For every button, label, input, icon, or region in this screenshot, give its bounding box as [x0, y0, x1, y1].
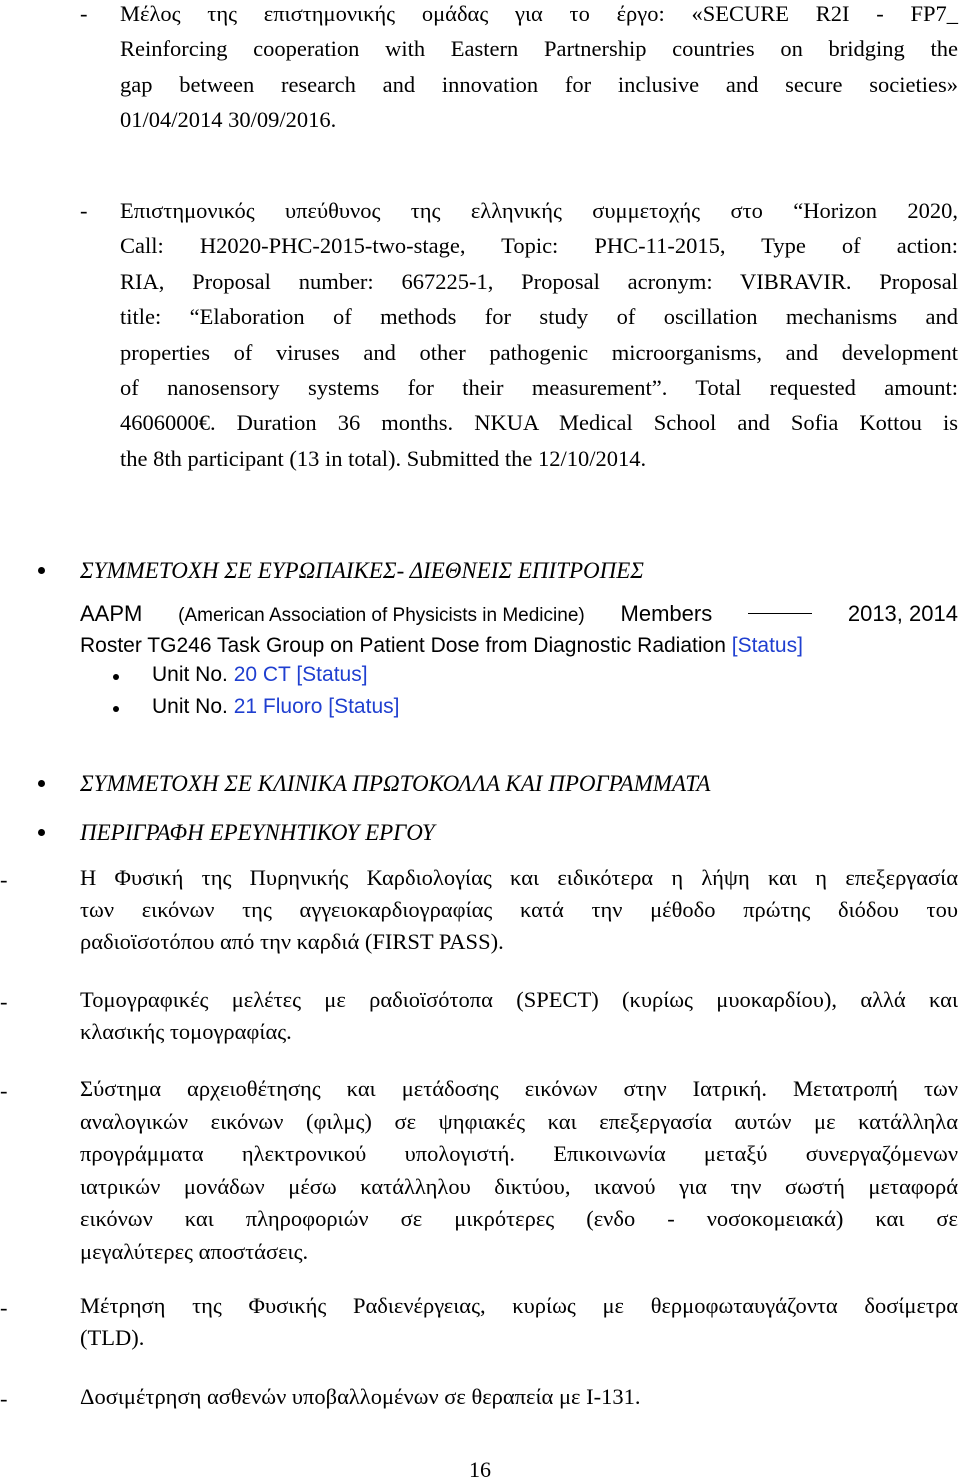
text-line: Η Φυσική της Πυρηνικής Καρδιολογίας και ειδικότερα η λήψη και η επεξεργασία	[80, 865, 958, 890]
list-dash: -	[0, 1295, 8, 1320]
research-item-secure-r2i	[120, 0, 958, 138]
text-line: ιατρικών μονάδων μέσω κατάλληλου δικτύου, ικανού για την σωστή μεταφορά	[80, 1173, 958, 1199]
list-dash: -	[0, 867, 8, 892]
text-line: 4606000€. Duration 36 months. NKUA Medical School and Sofia Kottou is	[120, 410, 958, 436]
page-number: 16	[469, 1457, 491, 1482]
text-line: εικόνων και πληροφοριών σε μικρότερες (ενδο - νοσοκομειακά) και σε	[80, 1206, 958, 1232]
text-line: of nanosensory systems for their measurement”. Total requested amount:	[120, 375, 958, 401]
text-line: Reinforcing cooperation with Eastern Partnership countries on bridging the	[120, 36, 958, 62]
list-dash: -	[80, 198, 88, 223]
section-heading-research-description: ΠΕΡΙΓΡΑΦΗ ΕΡΕΥΝΗΤΙΚΟΥ ΕΡΓΟΥ	[80, 820, 435, 845]
unit-20-ct	[152, 660, 368, 690]
aapm-line-2	[80, 631, 958, 661]
research-item-horizon-2020	[120, 193, 958, 476]
aapm-org: AAPM	[80, 601, 143, 626]
unit-prefix: Unit No.	[152, 695, 228, 718]
bullet-icon	[38, 780, 45, 787]
aapm-line-1	[80, 599, 958, 631]
bullet-icon	[38, 829, 45, 836]
aapm-membership	[80, 599, 958, 661]
unit-link[interactable]: 21 Fluoro [Status]	[233, 695, 400, 718]
text-line: Επιστημονικός υπεύθυνος της ελληνικής συμμετοχής στο “Horizon 2020,	[120, 198, 958, 223]
text-line: RIA, Proposal number: 667225-1, Proposal acronym: VIBRAVIR. Proposal	[120, 268, 958, 294]
aapm-org-fullname: (American Association of Physicists in Medicine)	[178, 605, 585, 626]
text-line: ραδιοϊσοτόπου από την καρδιά (FIRST PASS).	[80, 929, 504, 954]
text-line: μεγαλύτερες αποστάσεις.	[80, 1238, 309, 1264]
text-line: the 8th participant (13 in total). Submitted the 12/10/2014.	[120, 445, 647, 471]
em-dash-line	[748, 613, 812, 614]
text-line: Τομογραφικές μελέτες με ραδιοϊσότοπα (SPECT) (κυρίως μυοκαρδίου), αλλά και	[80, 987, 958, 1012]
text-line: κλασικής τομογραφίας.	[80, 1019, 292, 1044]
unit-21-fluoro	[152, 692, 399, 722]
text-line: properties of viruses and other pathogenic microorganisms, and development	[120, 339, 958, 365]
text-line: title: “Elaboration of methods for study of oscillation mechanisms and	[120, 304, 958, 330]
bullet-icon	[113, 706, 119, 712]
unit-link[interactable]: 20 CT [Status]	[233, 663, 368, 686]
text-line: των εικόνων της αγγειοκαρδιογραφίας κατά την μέθοδο πρώτης διόδου του	[80, 897, 958, 922]
unit-prefix: Unit No.	[152, 663, 228, 686]
text-line: αναλογικών εικόνων (φιλμς) σε ψηφιακές και επεξεργασία αυτών με κατάλληλα	[80, 1108, 958, 1134]
research-item-nuclear-cardiology	[80, 862, 958, 958]
text-line: Δοσιμέτρηση ασθενών υποβαλλομένων σε θεραπεία με I-131.	[80, 1384, 641, 1409]
status-link[interactable]: [Status]	[731, 634, 803, 657]
research-item-i131	[80, 1381, 958, 1413]
text-line: (TLD).	[80, 1325, 145, 1350]
text-line: Σύστημα αρχειοθέτησης και μετάδοσης εικόνων στην Ιατρική. Μετατροπή των	[80, 1076, 958, 1101]
section-heading-clinical-protocols: ΣΥΜΜΕΤΟΧΗ ΣΕ ΚΛΙΝΙΚΑ ΠΡΩΤΟΚΟΛΛΑ ΚΑΙ ΠΡΟΓΡΑΜΜΑΤΑ	[80, 771, 711, 796]
bullet-icon	[113, 674, 119, 680]
list-dash: -	[0, 1078, 8, 1103]
research-item-tld	[80, 1290, 958, 1354]
text-line: προγράμματα ηλεκτρονικού υπολογιστή. Επικοινωνία μεταξύ συνεργαζόμενων	[80, 1141, 958, 1167]
text-line: gap between research and innovation for inclusive and secure societies»	[120, 71, 958, 97]
section-heading-committees: ΣΥΜΜΕΤΟΧΗ ΣΕ ΕΥΡΩΠΑΙΚΕΣ- ΔΙΕΘΝΕΙΣ ΕΠΙΤΡΟΠΕΣ	[80, 558, 644, 583]
list-dash: -	[0, 1386, 8, 1411]
list-dash: -	[80, 1, 88, 26]
text-line: Μέτρηση της Φυσικής Ραδιενέργειας, κυρίως με θερμοφωταυγάζοντα δοσίμετρα	[80, 1293, 958, 1318]
aapm-task-group: Roster TG246 Task Group on Patient Dose from Diagnostic Radiation	[80, 634, 726, 657]
list-dash: -	[0, 989, 8, 1014]
bullet-icon	[38, 567, 45, 574]
aapm-members-label: Members	[620, 601, 713, 626]
research-item-spect	[80, 984, 958, 1048]
text-line: Μέλος της επιστημονικής ομάδας για το έργο: «SECURE R2I - FP7_	[120, 1, 958, 26]
research-item-pacs	[80, 1073, 958, 1269]
aapm-years: 2013, 2014	[847, 601, 958, 626]
text-line: 01/04/2014 30/09/2016.	[120, 107, 337, 133]
text-line: Call: H2020-PHC-2015-two-stage, Topic: PHC-11-2015, Type of action:	[120, 233, 958, 259]
